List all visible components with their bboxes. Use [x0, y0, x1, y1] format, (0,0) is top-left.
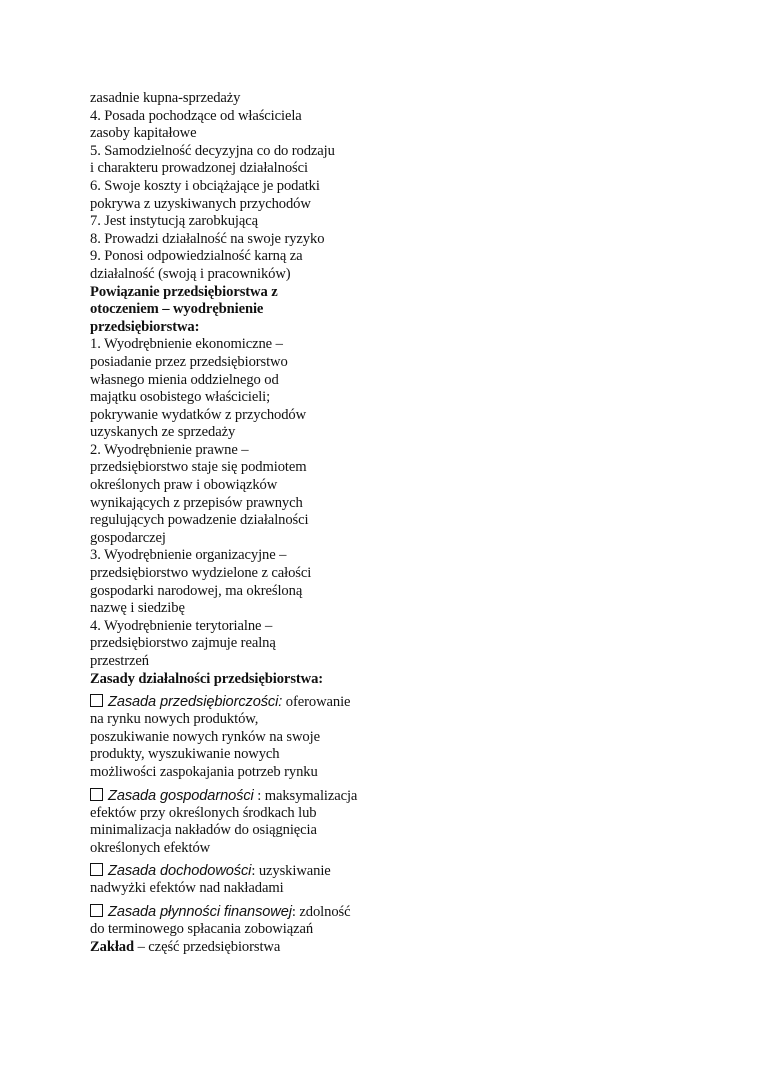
text-line: wynikających z przepisów prawnych: [90, 494, 303, 511]
text-line: własnego mienia oddzielnego od: [90, 371, 279, 388]
checkbox-icon: [90, 788, 103, 801]
bullet-line: [90, 785, 730, 805]
principle-text: : zdolność: [291, 903, 351, 920]
text-line: 5. Samodzielność decyzyjna co do rodzaju: [90, 142, 335, 159]
text-line: 4. Posada pochodzące od właściciela: [90, 107, 302, 124]
principle-name: Zasada dochodowości: [108, 863, 252, 880]
checkbox-icon: [90, 904, 103, 917]
checkbox-icon: [90, 863, 103, 876]
text-line: nadwyżki efektów nad nakładami: [90, 880, 284, 897]
text-line: 9. Ponosi odpowiedzialność karną za: [90, 248, 303, 265]
text-line: gospodarczej: [90, 529, 166, 546]
text-line: działalność (swoją i pracowników): [90, 265, 291, 282]
text-line: przedsiębiorstwo wydzielone z całości: [90, 565, 312, 582]
text-line: uzyskanych ze sprzedaży: [90, 424, 236, 441]
text-line: zasadnie kupna-sprzedaży: [90, 90, 241, 106]
section-heading: Powiązanie przedsiębiorstwa z: [90, 283, 278, 300]
definition: – część przedsiębiorstwa: [134, 938, 281, 955]
text-line: poszukiwanie nowych rynków na swoje: [90, 728, 320, 745]
text-line: nazwę i siedzibę: [90, 600, 185, 617]
term: Zakład: [90, 938, 135, 955]
text-line: 6. Swoje koszty i obciążające je podatki: [90, 177, 320, 194]
text-line: 4. Wyodrębnienie terytorialne –: [90, 617, 273, 634]
text-line: posiadanie przez przedsiębiorstwo: [90, 353, 288, 370]
principle-text: : uzyskiwanie: [251, 863, 331, 880]
text-line: przestrzeń: [90, 653, 149, 669]
text-line: 3. Wyodrębnienie organizacyjne –: [90, 547, 287, 564]
bullet-line: [90, 691, 730, 711]
text-line: określonych praw i obowiązków: [90, 477, 278, 494]
text-line: i charakteru prowadzonej działalności: [90, 160, 308, 177]
principle-name: Zasada gospodarności: [108, 787, 254, 804]
text-line: gospodarki narodowej, ma określoną: [90, 582, 303, 599]
text-line: na rynku nowych produktów,: [90, 711, 259, 728]
document-page: [90, 90, 730, 956]
text-line: 8. Prowadzi działalność na swoje ryzyko: [90, 230, 325, 247]
bullet-line: [90, 860, 730, 880]
section-heading: otoczeniem – wyodrębnienie: [90, 301, 264, 318]
text-line: 1. Wyodrębnienie ekonomiczne –: [90, 336, 283, 353]
zaklad-line: [90, 939, 730, 957]
section-heading: Zasady działalności przedsiębiorstwa:: [90, 670, 324, 687]
text-line: minimalizacja nakładów do osiągnięcia: [90, 822, 317, 839]
principle-text: oferowanie: [282, 694, 351, 711]
text-line: pokrywa z uzyskiwanych przychodów: [90, 195, 311, 212]
text-line: przedsiębiorstwo staje się podmiotem: [90, 459, 307, 476]
text-line: efektów przy określonych środkach lub: [90, 804, 317, 821]
text-line: majątku osobistego właścicieli;: [90, 389, 271, 406]
text-line: możliwości zaspokajania potrzeb rynku: [90, 763, 318, 780]
section-heading: przedsiębiorstwa:: [90, 318, 200, 335]
text-line: 7. Jest instytucją zarobkującą: [90, 213, 259, 230]
text-line: regulujących powadzenie działalności: [90, 512, 309, 529]
text-line: określonych efektów: [90, 839, 211, 856]
text-line: do terminowego spłacania zobowiązań: [90, 920, 314, 937]
text-line: przedsiębiorstwo zajmuje realną: [90, 635, 276, 652]
principle-name: Zasada przedsiębiorczości:: [108, 694, 283, 711]
text-line: 2. Wyodrębnienie prawne –: [90, 441, 249, 458]
principle-name: Zasada płynności finansowej: [108, 903, 292, 920]
principle-text: : maksymalizacja: [253, 787, 358, 804]
text-line: produkty, wyszukiwanie nowych: [90, 746, 280, 763]
bullet-line: [90, 901, 730, 921]
text-line: pokrywanie wydatków z przychodów: [90, 406, 307, 423]
text-line: zasoby kapitałowe: [90, 125, 197, 142]
checkbox-icon: [90, 694, 103, 707]
